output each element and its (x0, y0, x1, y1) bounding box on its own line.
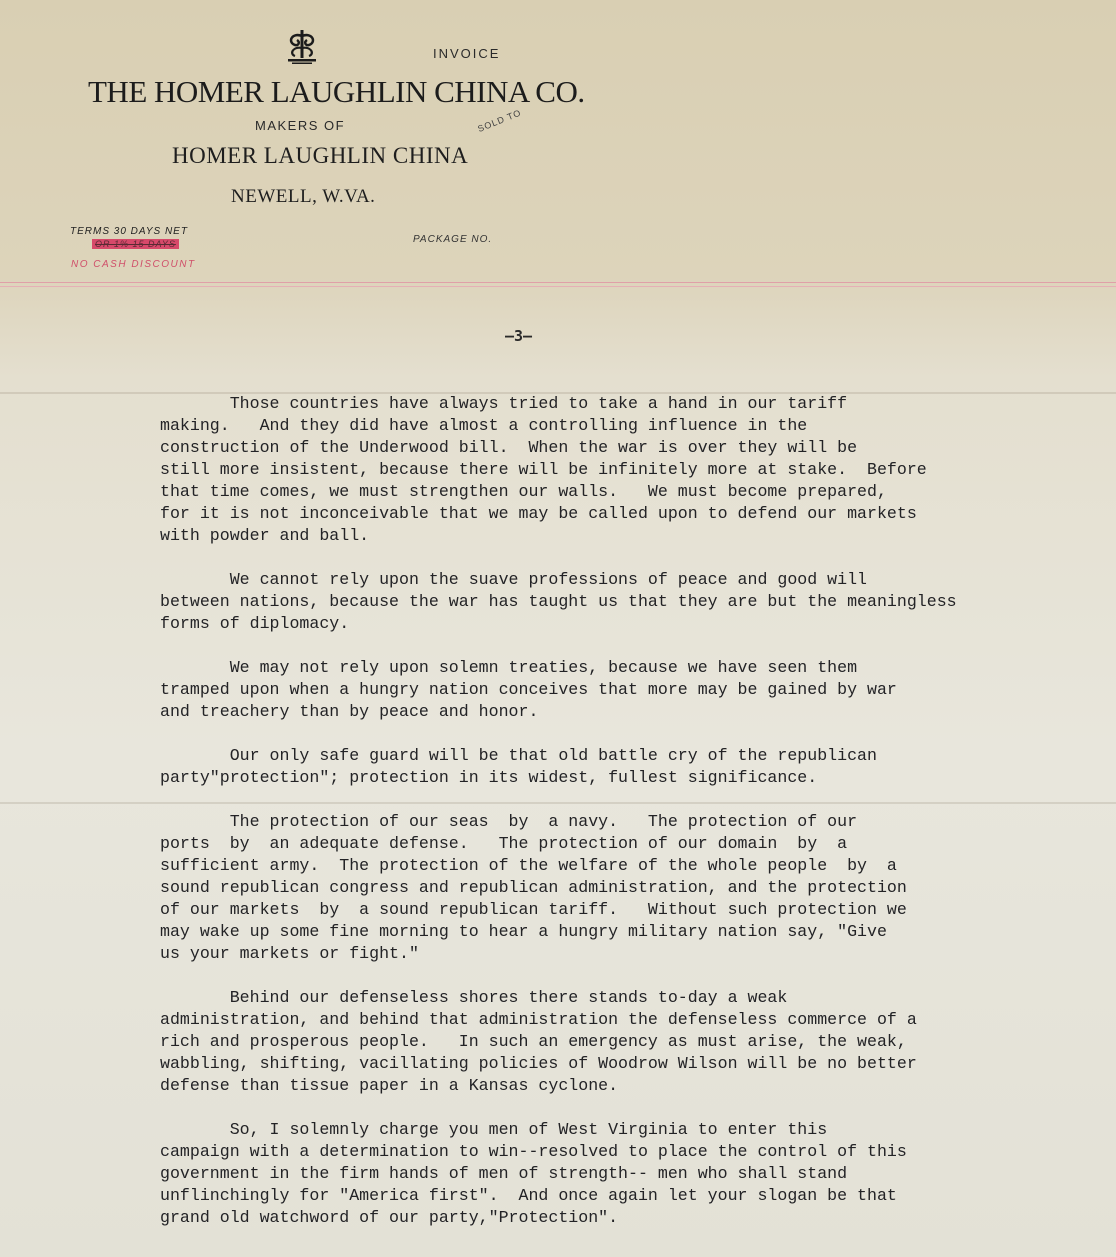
makers-of-label: MAKERS OF (255, 118, 346, 133)
text-line: construction of the Underwood bill. When the war is over they will be (160, 438, 858, 457)
text-line: ports by an adequate defense. The protection of our domain by a (160, 834, 848, 853)
text-line: between nations, because the war has taught us that they are but the meaningless (160, 592, 957, 611)
text-line: making. And they did have almost a controlling influence in the (160, 416, 808, 435)
package-no-label: PACKAGE NO. (413, 234, 493, 245)
paragraph (160, 745, 1100, 789)
struck-terms: OR 1% 15 DAYS (92, 239, 179, 249)
text-line: that time comes, we must strengthen our walls. We must become prepared, (160, 482, 887, 501)
text-line: So, I solemnly charge you men of West Virginia to enter this (160, 1120, 828, 1139)
text-line: unflinchingly for "America first". And once again let your slogan be that (160, 1186, 897, 1205)
text-line: The protection of our seas by a navy. The protection of our (160, 812, 858, 831)
text-line: Those countries have always tried to take a hand in our tariff (160, 394, 848, 413)
text-line: may wake up some fine morning to hear a hungry military nation say, "Give (160, 922, 887, 941)
paragraph (160, 657, 1100, 723)
text-line: us your markets or fight." (160, 944, 419, 963)
invoice-label: INVOICE (433, 46, 501, 61)
company-location: NEWELL, W.VA. (231, 186, 376, 207)
payment-terms: TERMS 30 DAYS NET (70, 226, 188, 237)
text-line: administration, and behind that administration the defenseless commerce of a (160, 1010, 917, 1029)
text-line: wabbling, shifting, vacillating policies of Woodrow Wilson will be no better (160, 1054, 917, 1073)
text-line: for it is not inconceivable that we may be called upon to defend our markets (160, 504, 917, 523)
page-number: —3— (505, 327, 533, 345)
company-name: THE HOMER LAUGHLIN CHINA CO. (88, 74, 585, 109)
text-line: of our markets by a sound republican tariff. Without such protection we (160, 900, 907, 919)
paragraph (160, 569, 1100, 635)
text-line: rich and prosperous people. In such an emergency as must arise, the weak, (160, 1032, 907, 1051)
text-line: Our only safe guard will be that old battle cry of the republican (160, 746, 877, 765)
text-line: We may not rely upon solemn treaties, because we have seen them (160, 658, 858, 677)
paragraph (160, 987, 1100, 1097)
text-line: Behind our defenseless shores there stands to-day a weak (160, 988, 788, 1007)
paragraph (160, 811, 1100, 965)
paragraph (160, 393, 1100, 547)
brand-name: HOMER LAUGHLIN CHINA (172, 143, 469, 168)
sold-to-label: SOLD TO (476, 107, 523, 134)
text-line: sufficient army. The protection of the welfare of the whole people by a (160, 856, 897, 875)
text-line: government in the firm hands of men of strength-- men who shall stand (160, 1164, 848, 1183)
text-line: party"protection"; protection in its widest, fullest significance. (160, 768, 818, 787)
paragraph (160, 1119, 1100, 1229)
text-line: sound republican congress and republican administration, and the protection (160, 878, 907, 897)
no-cash-discount-stamp: NO CASH DISCOUNT (71, 259, 196, 270)
text-line: tramped upon when a hungry nation conceives that more may be gained by war (160, 680, 897, 699)
text-line: with powder and ball. (160, 526, 370, 545)
ruled-line (0, 286, 1116, 287)
fleur-logo-icon (277, 28, 327, 66)
text-line: We cannot rely upon the suave professions of peace and good will (160, 570, 868, 589)
text-line: campaign with a determination to win--resolved to place the control of this (160, 1142, 907, 1161)
text-line: defense than tissue paper in a Kansas cyclone. (160, 1076, 619, 1095)
text-line: still more insistent, because there will be infinitely more at stake. Before (160, 460, 927, 479)
text-line: grand old watchword of our party,"Protection". (160, 1208, 619, 1227)
ruled-line (0, 282, 1116, 283)
text-line: forms of diplomacy. (160, 614, 350, 633)
letter-body (160, 393, 1100, 1251)
text-line: and treachery than by peace and honor. (160, 702, 539, 721)
